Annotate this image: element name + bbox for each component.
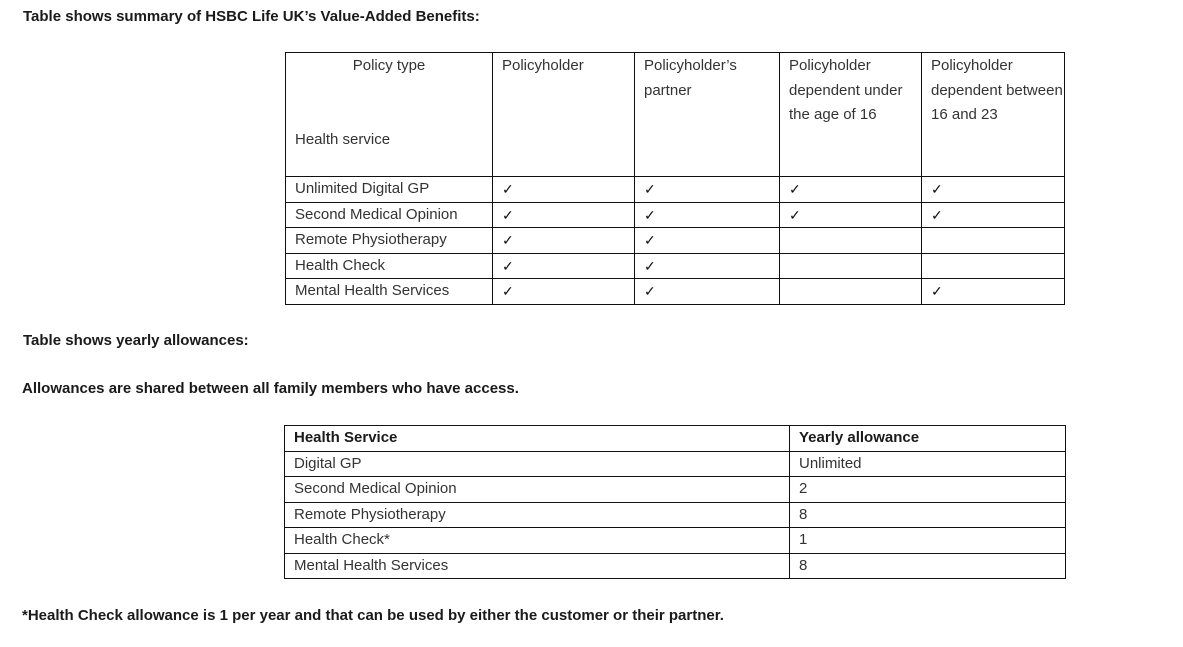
check-icon: ✓ (635, 202, 780, 228)
check-icon: ✓ (493, 253, 635, 279)
check-icon: ✓ (635, 177, 780, 203)
check-icon: ✓ (780, 177, 922, 203)
table-row (286, 253, 1065, 279)
service-name: Remote Physiotherapy (285, 502, 790, 528)
benefits-table-title: Table shows summary of HSBC Life UK’s Value-Added Benefits: (23, 8, 480, 25)
check-icon: ✓ (922, 279, 1065, 305)
allowance-value: 1 (790, 528, 1066, 554)
table-row (286, 202, 1065, 228)
table-row (286, 279, 1065, 305)
allowances-table-title: Table shows yearly allowances: (23, 332, 249, 349)
benefits-table (285, 52, 1065, 305)
allowance-value: 8 (790, 553, 1066, 579)
service-name: Digital GP (285, 451, 790, 477)
check-icon: ✓ (922, 202, 1065, 228)
check-icon: ✓ (493, 228, 635, 254)
service-name: Mental Health Services (285, 553, 790, 579)
empty-cell (780, 228, 922, 254)
service-name: Mental Health Services (286, 279, 493, 305)
table-row (286, 228, 1065, 254)
empty-cell (922, 253, 1065, 279)
allowance-value: 2 (790, 477, 1066, 503)
check-icon: ✓ (493, 177, 635, 203)
empty-cell (780, 253, 922, 279)
allowance-table (284, 425, 1066, 579)
column-header-dependent-under-16: Policyholder dependent under the age of 16 (780, 53, 922, 177)
health-service-label: Health service (295, 131, 391, 148)
allowance-value: Unlimited (790, 451, 1066, 477)
column-header-policyholder: Policyholder (493, 53, 635, 177)
service-name: Second Medical Opinion (285, 477, 790, 503)
empty-cell (780, 279, 922, 305)
empty-cell (922, 228, 1065, 254)
table-row (285, 502, 1066, 528)
service-name: Remote Physiotherapy (286, 228, 493, 254)
corner-header-cell (286, 53, 493, 177)
service-name: Unlimited Digital GP (286, 177, 493, 203)
table-row (285, 477, 1066, 503)
table-row (285, 528, 1066, 554)
service-name: Health Check* (285, 528, 790, 554)
policy-type-label: Policy type (352, 57, 426, 74)
column-header-partner: Policyholder’s partner (635, 53, 780, 177)
check-icon: ✓ (635, 279, 780, 305)
service-name: Health Check (286, 253, 493, 279)
check-icon: ✓ (922, 177, 1065, 203)
check-icon: ✓ (493, 202, 635, 228)
table-row (285, 451, 1066, 477)
check-icon: ✓ (780, 202, 922, 228)
table-row (286, 177, 1065, 203)
column-header-health-service: Health Service (285, 426, 790, 452)
column-header-yearly-allowance: Yearly allowance (790, 426, 1066, 452)
check-icon: ✓ (493, 279, 635, 305)
allowances-note: Allowances are shared between all family members who have access. (22, 380, 519, 397)
check-icon: ✓ (635, 253, 780, 279)
table-row (285, 553, 1066, 579)
footnote: *Health Check allowance is 1 per year and that can be used by either the customer or their partner. (22, 607, 724, 624)
column-header-dependent-16-23: Policyholder dependent between 16 and 23 (922, 53, 1065, 177)
benefits-header-row (286, 53, 1065, 177)
allowance-value: 8 (790, 502, 1066, 528)
check-icon: ✓ (635, 228, 780, 254)
allowance-header-row (285, 426, 1066, 452)
service-name: Second Medical Opinion (286, 202, 493, 228)
